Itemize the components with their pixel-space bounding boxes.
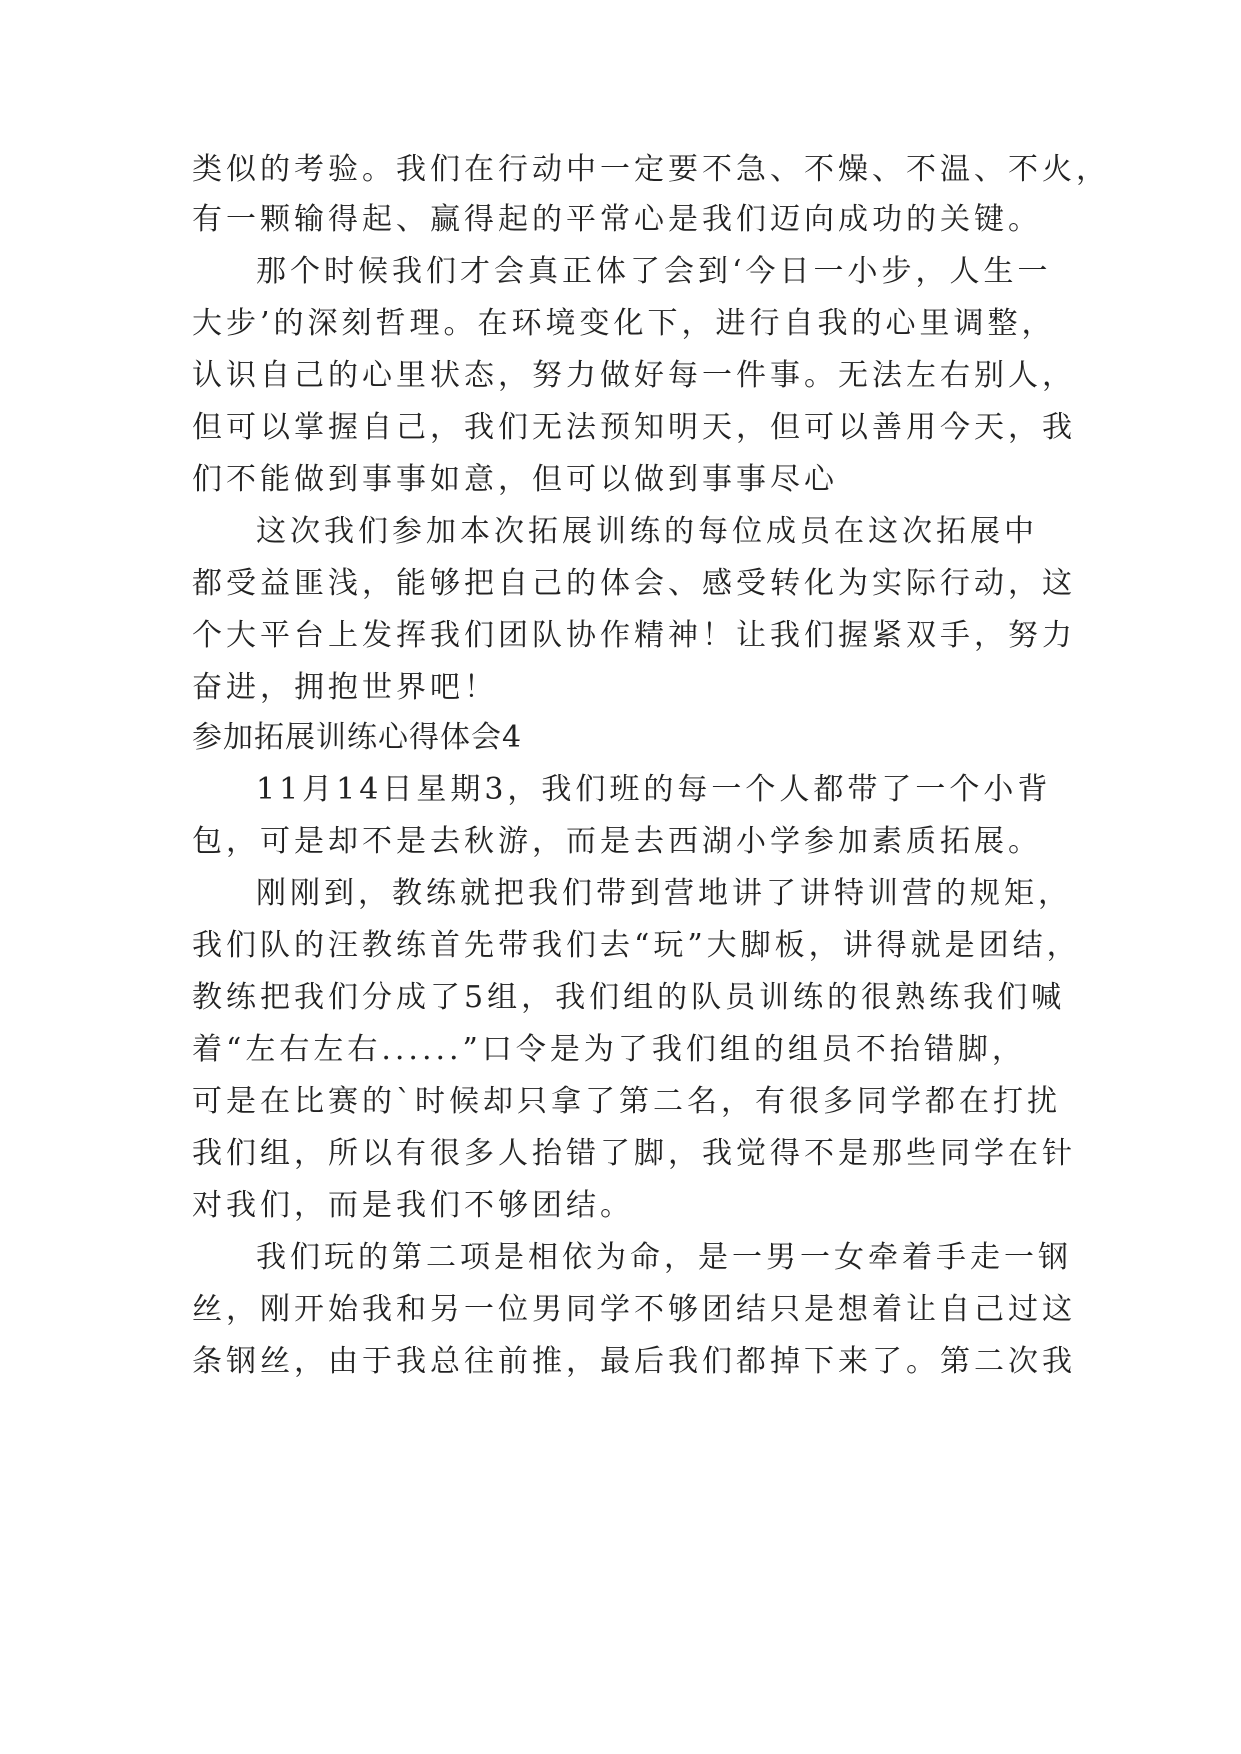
text-line: 对我们，而是我们不够团结。 — [192, 1188, 634, 1223]
text-line: 认识自己的心里状态，努力做好每一件事。无法左右别人， — [192, 358, 1076, 393]
section-heading: 参加拓展训练心得体会4 — [192, 720, 523, 755]
text-line: 丝，刚开始我和另一位男同学不够团结只是想着让自己过这 — [192, 1292, 1076, 1327]
text-line: 刚刚到，教练就把我们带到营地讲了讲特训营的规矩， — [256, 876, 1072, 911]
text-line: 那个时候我们才会真正体了会到‘今日一小步，人生一 — [256, 254, 1052, 289]
text-line: 着“左右左右......”口令是为了我们组的组员不抬错脚， — [192, 1032, 1026, 1067]
text-line: 大步’的深刻哲理。在环境变化下，进行自我的心里调整， — [192, 306, 1056, 341]
text-line: 我们玩的第二项是相依为命，是一男一女牵着手走一钢 — [256, 1240, 1072, 1275]
text-line: 有一颗输得起、赢得起的平常心是我们迈向成功的关键。 — [192, 202, 1042, 237]
text-line: 奋进，拥抱世界吧！ — [192, 670, 498, 705]
text-line: 11月14日星期3，我们班的每一个人都带了一个小背 — [256, 772, 1052, 807]
text-line: 教练把我们分成了5组，我们组的队员训练的很熟练我们喊 — [192, 980, 1066, 1015]
text-line: 条钢丝，由于我总往前推，最后我们都掉下来了。第二次我 — [192, 1344, 1076, 1379]
text-line: 但可以掌握自己，我们无法预知明天，但可以善用今天，我 — [192, 410, 1076, 445]
text-line: 们不能做到事事如意，但可以做到事事尽心 — [192, 462, 838, 497]
text-line: 包，可是却不是去秋游，而是去西湖小学参加素质拓展。 — [192, 824, 1042, 859]
text-line: 这次我们参加本次拓展训练的每位成员在这次拓展中 — [256, 514, 1038, 549]
text-line: 我们组，所以有很多人抬错了脚，我觉得不是那些同学在针 — [192, 1136, 1076, 1171]
text-line: 个大平台上发挥我们团队协作精神！让我们握紧双手，努力 — [192, 618, 1076, 653]
text-line: 可是在比赛的`时候却只拿了第二名，有很多同学都在打扰 — [192, 1084, 1061, 1119]
text-line: 我们队的汪教练首先带我们去“玩”大脚板，讲得就是团结， — [192, 928, 1081, 963]
text-line: 类似的考验。我们在行动中一定要不急、不燥、不温、不火， — [192, 152, 1110, 187]
text-line: 都受益匪浅，能够把自己的体会、感受转化为实际行动，这 — [192, 566, 1076, 601]
